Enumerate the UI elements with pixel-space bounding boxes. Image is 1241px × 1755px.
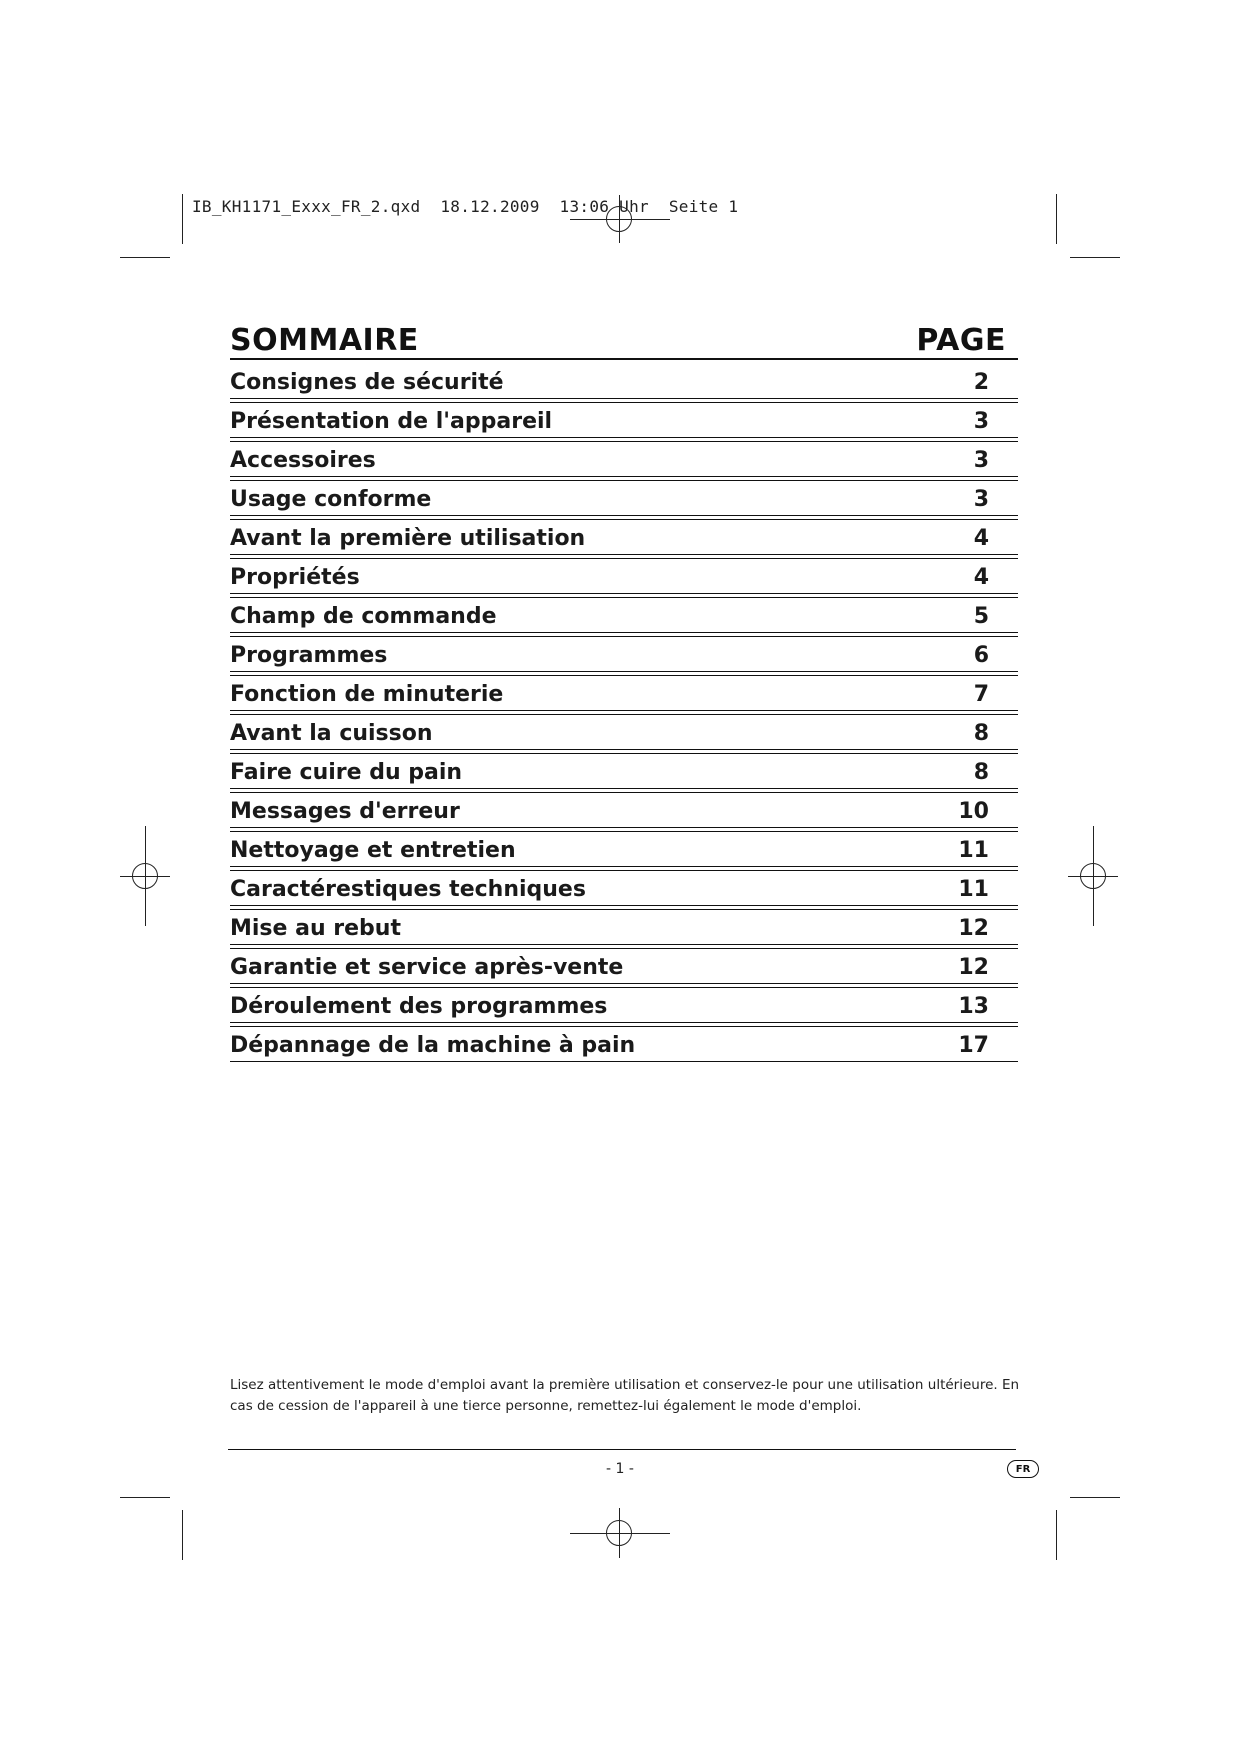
toc-page-heading: PAGE <box>916 323 1006 358</box>
toc-list <box>230 360 1018 1062</box>
toc-entry-title: Caractérestiques techniques <box>230 877 586 902</box>
toc-heading: SOMMAIRE <box>230 323 419 358</box>
crop-mark-bottom-right-h <box>1070 1497 1120 1498</box>
toc-entry[interactable] <box>230 750 1018 789</box>
language-badge: FR <box>1007 1460 1039 1478</box>
toc-entry-page: 2 <box>973 370 989 395</box>
toc-entry-title: Consignes de sécurité <box>230 370 504 395</box>
table-of-contents <box>230 318 1018 1062</box>
toc-entry-page: 3 <box>973 409 989 434</box>
toc-entry[interactable] <box>230 477 1018 516</box>
toc-entry[interactable] <box>230 906 1018 945</box>
crop-mark-top-left-h <box>120 257 170 258</box>
toc-entry-page: 6 <box>973 643 989 668</box>
toc-entry-page: 5 <box>973 604 989 629</box>
print-slug <box>192 197 738 216</box>
toc-entry-title: Garantie et service après-vente <box>230 955 624 980</box>
slug-time: 13:06 Uhr <box>559 197 649 216</box>
slug-date: 18.12.2009 <box>440 197 540 216</box>
crop-mark-bottom-right-v <box>1056 1510 1057 1560</box>
toc-entry[interactable] <box>230 594 1018 633</box>
toc-entry-title: Avant la cuisson <box>230 721 433 746</box>
toc-entry-page: 4 <box>973 565 989 590</box>
crop-mark-bottom-left-h <box>120 1497 170 1498</box>
toc-entry[interactable] <box>230 633 1018 672</box>
crop-mark-top-right-v <box>1056 194 1057 244</box>
toc-entry[interactable] <box>230 867 1018 906</box>
toc-entry[interactable] <box>230 516 1018 555</box>
toc-entry-page: 7 <box>973 682 989 707</box>
footer-rule <box>228 1449 1016 1450</box>
toc-entry[interactable] <box>230 438 1018 477</box>
slug-page: Seite 1 <box>668 197 739 216</box>
page-number: - 1 - <box>606 1461 634 1477</box>
slug-filename: IB_KH1171_Exxx_FR_2.qxd <box>192 197 421 216</box>
toc-entry-page: 8 <box>973 760 989 785</box>
toc-entry-page: 11 <box>958 838 989 863</box>
toc-entry-title: Présentation de l'appareil <box>230 409 553 434</box>
toc-entry[interactable] <box>230 360 1018 399</box>
toc-entry-page: 10 <box>958 799 989 824</box>
usage-note: Lisez attentivement le mode d'emploi avant la première utilisation et conservez-le pour une utilisation ultérieure. En cas de cession de l'appareil à une tierce personne, remettez-lui également le mode d'emploi. <box>230 1376 1020 1414</box>
toc-entry[interactable] <box>230 789 1018 828</box>
toc-entry-page: 11 <box>958 877 989 902</box>
toc-entry-page: 17 <box>958 1033 989 1058</box>
toc-entry-title: Programmes <box>230 643 388 668</box>
crop-mark-top-right-h <box>1070 257 1120 258</box>
toc-entry-page: 13 <box>958 994 989 1019</box>
toc-entry-title: Faire cuire du pain <box>230 760 463 785</box>
toc-entry[interactable] <box>230 984 1018 1023</box>
toc-entry[interactable] <box>230 711 1018 750</box>
toc-entry-page: 4 <box>973 526 989 551</box>
toc-entry-page: 3 <box>973 487 989 512</box>
toc-entry-title: Usage conforme <box>230 487 432 512</box>
toc-entry-title: Dépannage de la machine à pain <box>230 1033 636 1058</box>
toc-entry-page: 12 <box>958 955 989 980</box>
toc-entry-title: Messages d'erreur <box>230 799 460 824</box>
crop-mark-top-left-v <box>182 194 183 244</box>
toc-entry-title: Mise au rebut <box>230 916 401 941</box>
toc-entry-title: Fonction de minuterie <box>230 682 504 707</box>
toc-entry-title: Déroulement des programmes <box>230 994 608 1019</box>
toc-entry-page: 8 <box>973 721 989 746</box>
toc-entry-title: Avant la première utilisation <box>230 526 586 551</box>
toc-entry[interactable] <box>230 555 1018 594</box>
toc-header <box>230 318 1018 360</box>
toc-entry[interactable] <box>230 672 1018 711</box>
toc-entry[interactable] <box>230 399 1018 438</box>
crop-mark-bottom-left-v <box>182 1510 183 1560</box>
toc-entry[interactable] <box>230 828 1018 867</box>
toc-entry-title: Champ de commande <box>230 604 497 629</box>
toc-entry[interactable] <box>230 1023 1018 1062</box>
toc-entry-page: 12 <box>958 916 989 941</box>
toc-entry-title: Accessoires <box>230 448 376 473</box>
toc-entry[interactable] <box>230 945 1018 984</box>
toc-entry-title: Nettoyage et entretien <box>230 838 516 863</box>
toc-entry-title: Propriétés <box>230 565 360 590</box>
toc-entry-page: 3 <box>973 448 989 473</box>
